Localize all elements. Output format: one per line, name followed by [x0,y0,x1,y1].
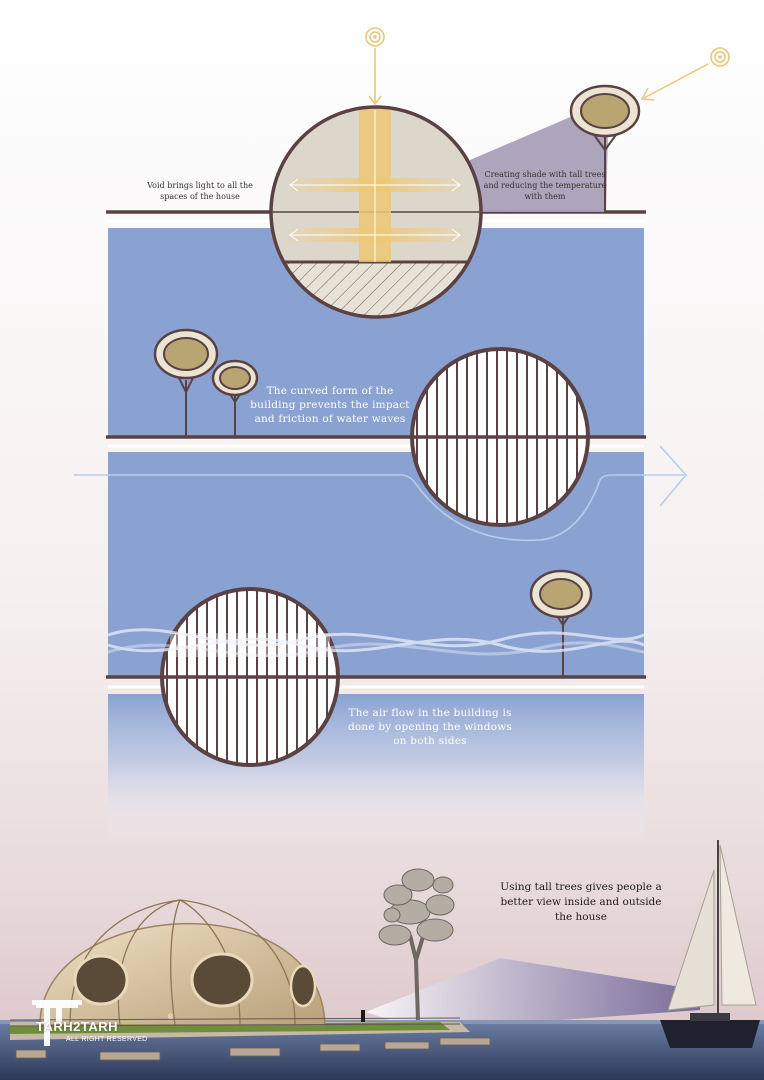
airflow-highlight [170,633,330,657]
logo-registered-mark: ® [168,1014,174,1021]
curved-form-section-circle [412,349,588,525]
annotation-shade-trees: Creating shade with tall trees and reducing the temperature with them [483,170,607,201]
logo-subtitle: ALL RIGHT RESERVED [66,1036,148,1043]
person-figure [361,1010,365,1022]
annotation-tall-trees-view: Using tall trees gives people a better view inside and outside the house [500,881,662,923]
annotation-curved-form: The curved form of the building prevents the impact and friction of water waves [250,385,410,425]
annotation-void-light: Void brings light to all the spaces of the house [147,181,253,201]
logo-text: TARH2TARH [36,1019,119,1034]
airflow-section-circle [162,589,338,765]
annotation-air-flow: The air flow in the building is done by opening the windows on both sides [347,707,512,747]
